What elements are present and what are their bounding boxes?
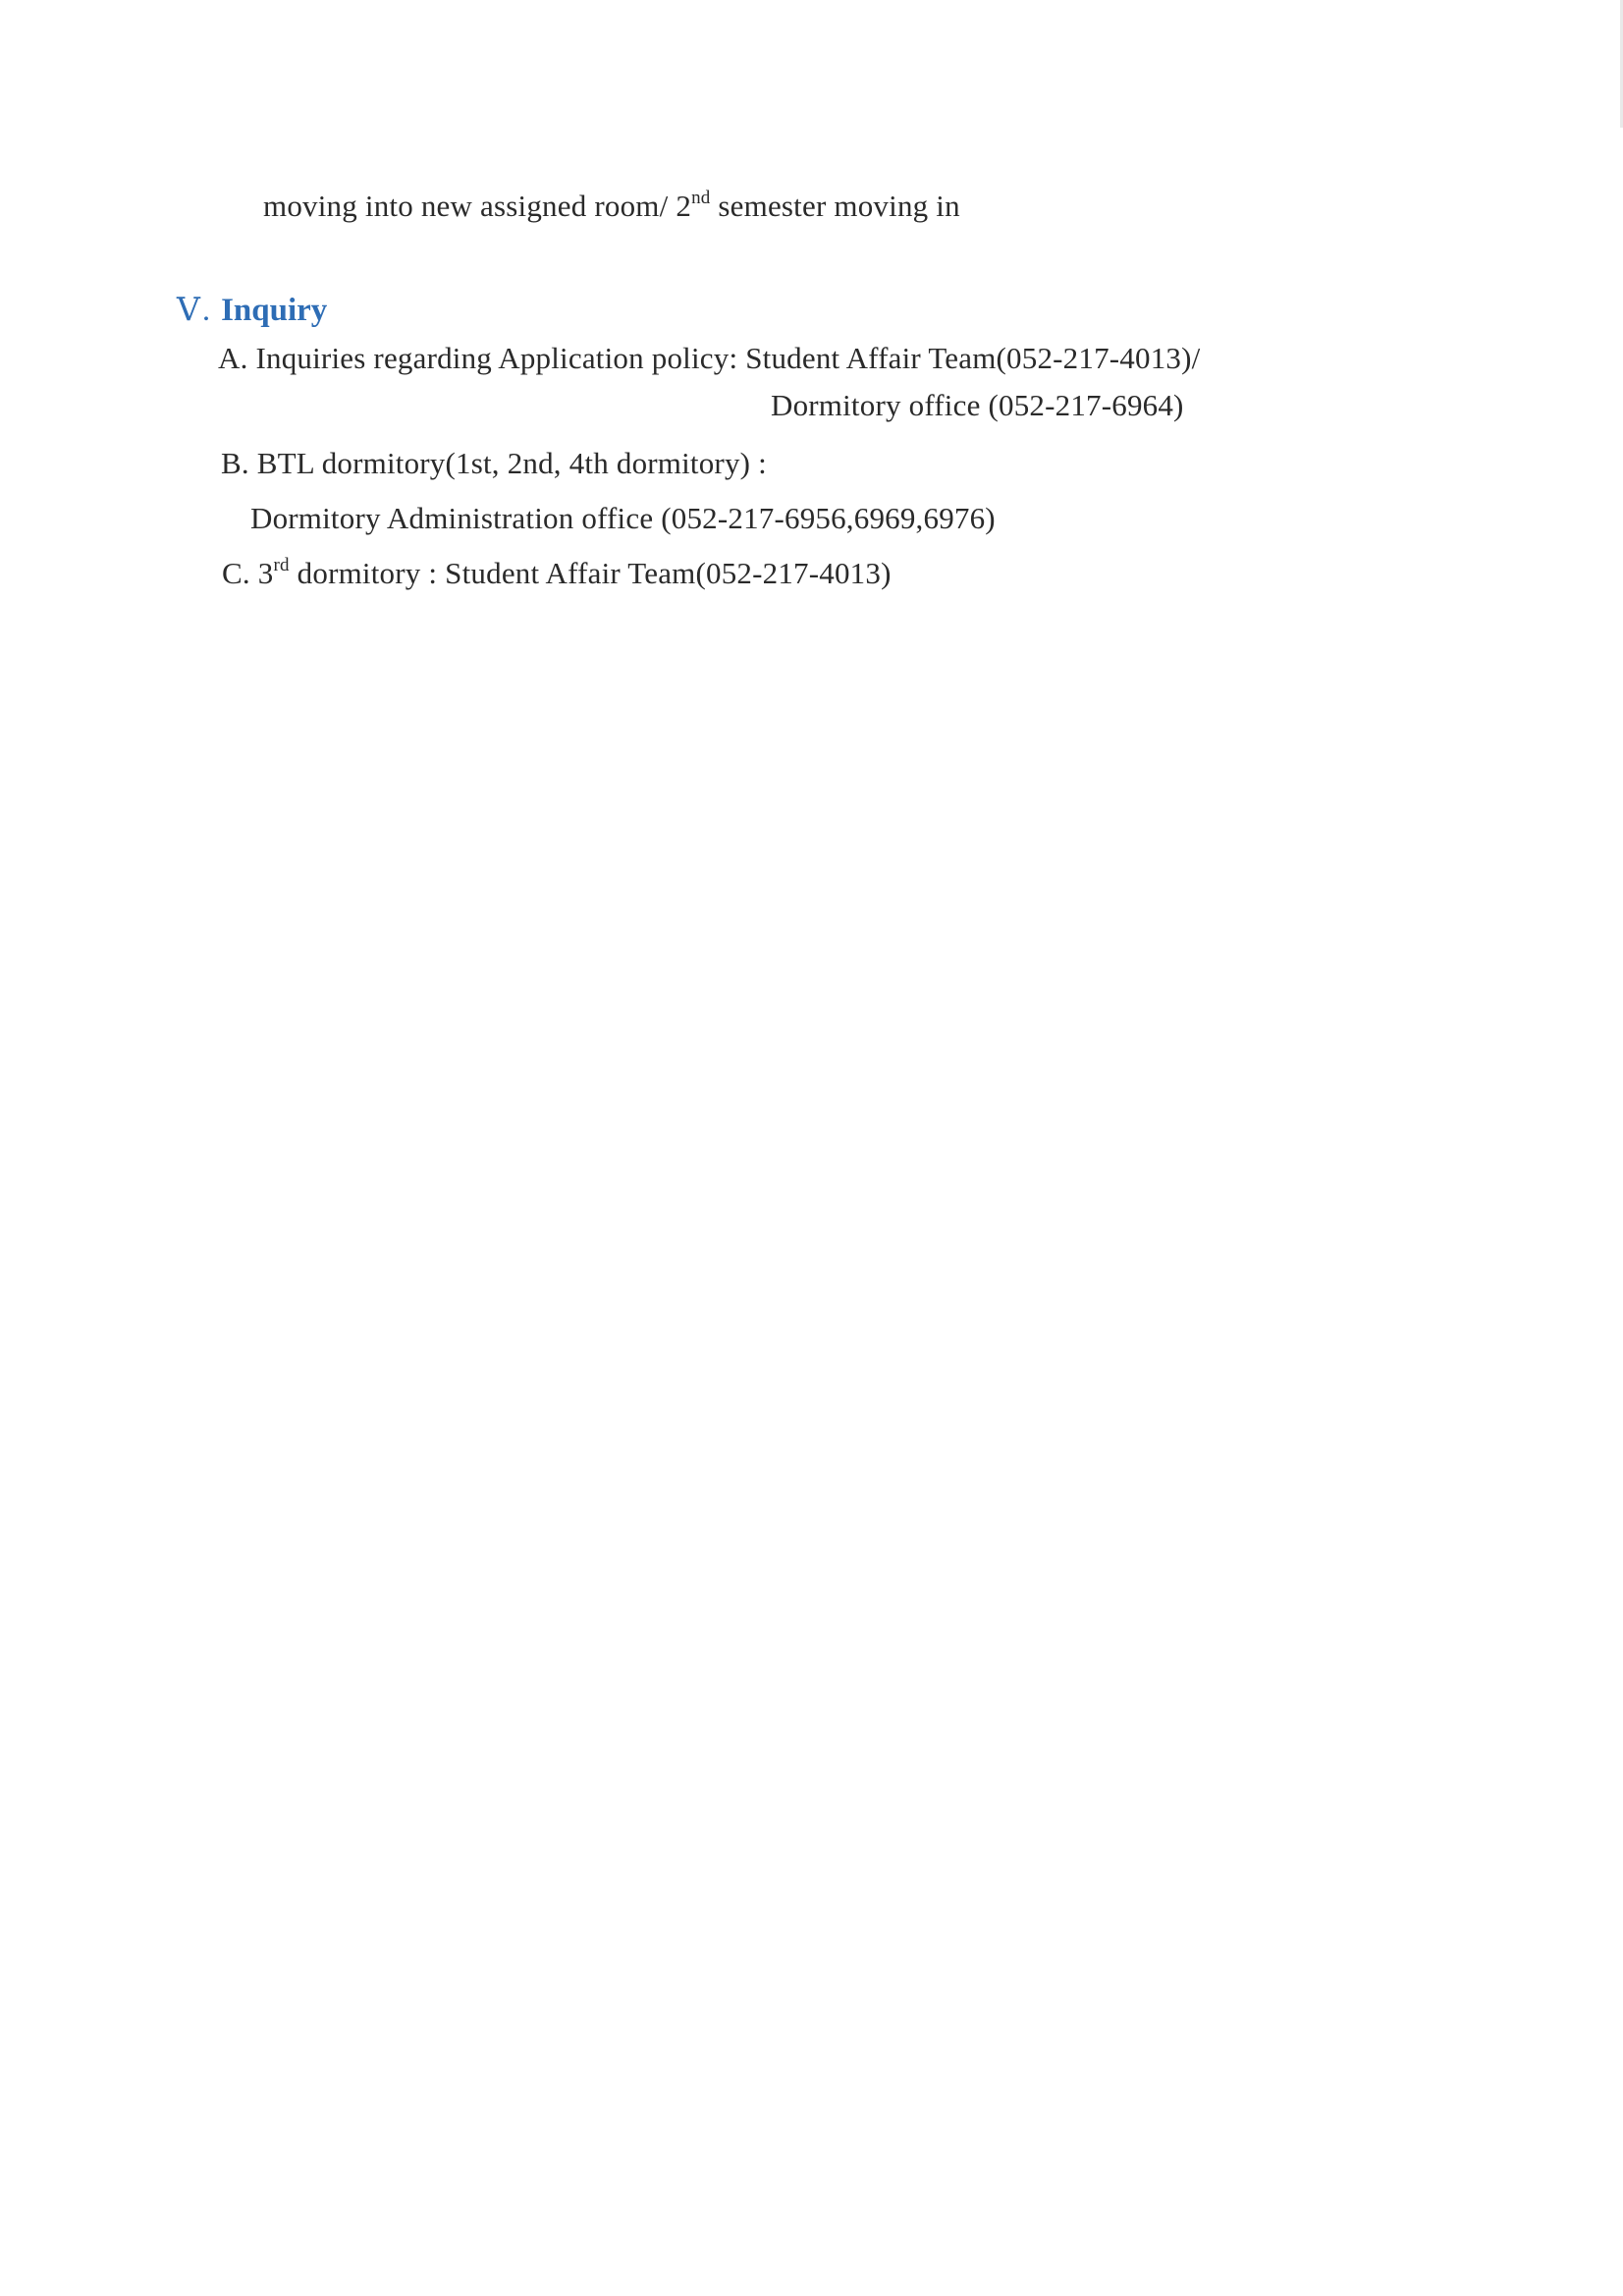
continuation-superscript: nd [691, 187, 711, 208]
continuation-text-post: semester moving in [710, 189, 960, 223]
item-b-continuation: Dormitory Administration office (052-217-6956,6969,6976) [250, 501, 996, 535]
item-a: A. Inquiries regarding Application policy: Student Affair Team(052-217-4013)/ [218, 341, 1201, 375]
section-heading [177, 290, 327, 331]
item-c [222, 554, 892, 593]
item-c-text-pre: C. 3 [222, 556, 274, 590]
item-c-superscript: rd [273, 554, 290, 575]
section-number: Ⅴ. [177, 293, 213, 328]
section-title: Inquiry [221, 293, 328, 328]
continuation-text-pre: moving into new assigned room/ 2 [263, 189, 692, 223]
continuation-line [263, 187, 960, 226]
item-c-text-post: dormitory : Student Affair Team(052-217-4013) [289, 556, 892, 590]
item-b: B. BTL dormitory(1st, 2nd, 4th dormitory) : [221, 446, 767, 480]
item-a-continuation: Dormitory office (052-217-6964) [771, 388, 1184, 422]
